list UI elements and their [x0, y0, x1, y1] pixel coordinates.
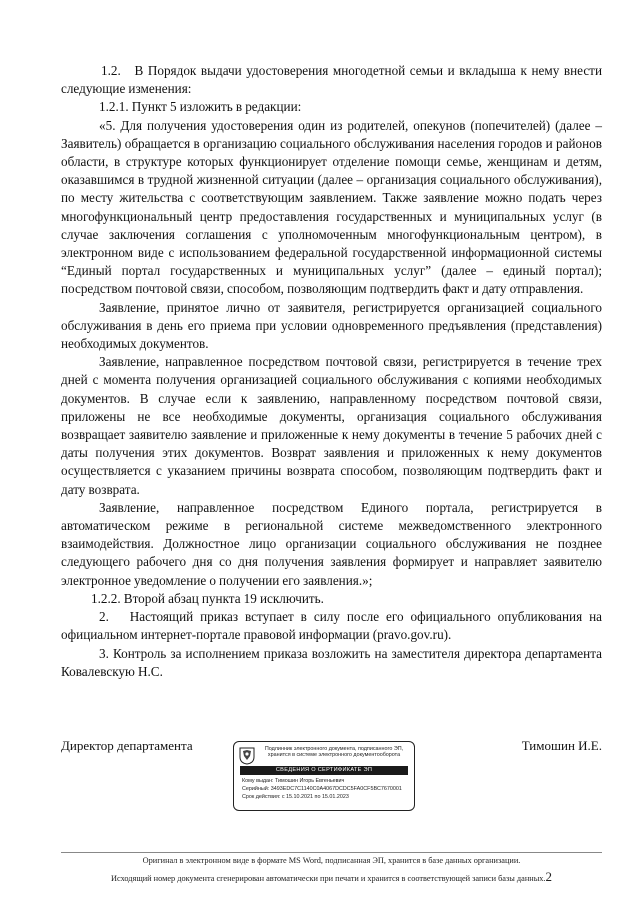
footer-note-number	[61, 871, 602, 884]
document-body	[61, 62, 602, 681]
paragraph: Заявление, направленное посредством Единого портала, регистрируется в автоматическом режиме в региональной системе межведомственного электронного взаимодействия. Должностное лицо организации социального обслуживания не позднее следующего рабочего дня со дня получения заявления формирует и направляет заявителю электронное уведомление о получении его заявления.»;	[61, 499, 602, 588]
footer-note-original: Оригинал в электронном виде в формате MS Word, подписанная ЭП, хранится в базе данных организации.	[142, 856, 521, 865]
stamp-validity: Срок действия: с 15.10.2021 по 15.01.2023	[242, 794, 349, 800]
electronic-signature-stamp	[233, 741, 415, 811]
footer-note-number-text: Исходящий номер документа сгенерирован автоматически при печати и хранится в соответствующей записи базы данных.	[111, 874, 546, 883]
paragraph: 3. Контроль за исполнением приказа возложить на заместителя директора департамента Ковалевскую Н.С.	[61, 645, 602, 679]
stamp-header: Подлинник электронного документа, подписанного ЭП, хранится в системе электронного документооборота	[264, 746, 404, 759]
stamp-certificate-bar: СВЕДЕНИЯ О СЕРТИФИКАТЕ ЭП	[240, 766, 408, 775]
paragraph: «5. Для получения удостоверения один из родителей, опекунов (попечителей) (далее – Заявитель) обращается в организацию социального обслуживания населения городов и районов области, в структуре которых функционирует отделение помощи семье, женщинам и детям, оказавшимся в трудной жизненной ситуации (далее – организация социального обслуживания), по месту жительства с соответствующим заявлением. Также заявление можно подать через многофункциональный центр предоставления государственных и муниципальных услуг (в случае заключения соглашения с уполномоченным многофункциональным центром), в электронном виде с использованием федеральной государственной информационной системы “Единый портал государственных и муниципальных услуг” (далее – единый портал); посредством почтовой связи, способом, позволяющим подтвердить факт и дату отправления.	[61, 117, 602, 297]
coat-of-arms-icon	[239, 747, 255, 765]
signer-name: Тимошин И.Е.	[521, 738, 602, 753]
paragraph: 1.2.2. Второй абзац пункта 19 исключить.	[91, 590, 324, 606]
footer-divider	[61, 852, 602, 853]
paragraph: 2. Настоящий приказ вступает в силу после его официального опубликования на официальном интернет-портале правовой информации (pravo.gov.ru).	[61, 609, 602, 643]
signer-position: Директор департамента	[61, 738, 193, 753]
paragraph: 1.2. В Порядок выдачи удостоверения многодетной семьи и вкладыша к нему внести следующие изменения:	[61, 63, 602, 97]
stamp-serial: Серийный: 3493EDC7C1140C0A4067DCDC5FA0CF5BC7670001	[242, 786, 402, 792]
paragraph: 1.2.1. Пункт 5 изложить в редакции:	[99, 99, 302, 115]
paragraph: Заявление, принятое лично от заявителя, регистрируется организацией социального обслуживания в день его приема при условии одновременного предъявления (представления) необходимых документов.	[61, 299, 602, 352]
page-number: 2	[545, 869, 552, 884]
stamp-issued-to: Кому выдан: Тимошин Игорь Евгеньевич	[242, 778, 345, 784]
paragraph: Заявление, направленное посредством почтовой связи, регистрируется в течение трех дней с момента получения организацией социального обслуживания с копиями необходимых документов. В случае если к заявлению, направленному посредством почтовой связи, приложены не все необходимые документы, организация социального обслуживания возвращает заявителю заявление и приложенные к нему документы в течение 5 рабочих дней с даты получения этих документов. Возврат заявления и приложенных к нему документов осуществляется с указанием причины возврата способом, позволяющим подтвердить факт и дату возврата.	[61, 354, 602, 497]
